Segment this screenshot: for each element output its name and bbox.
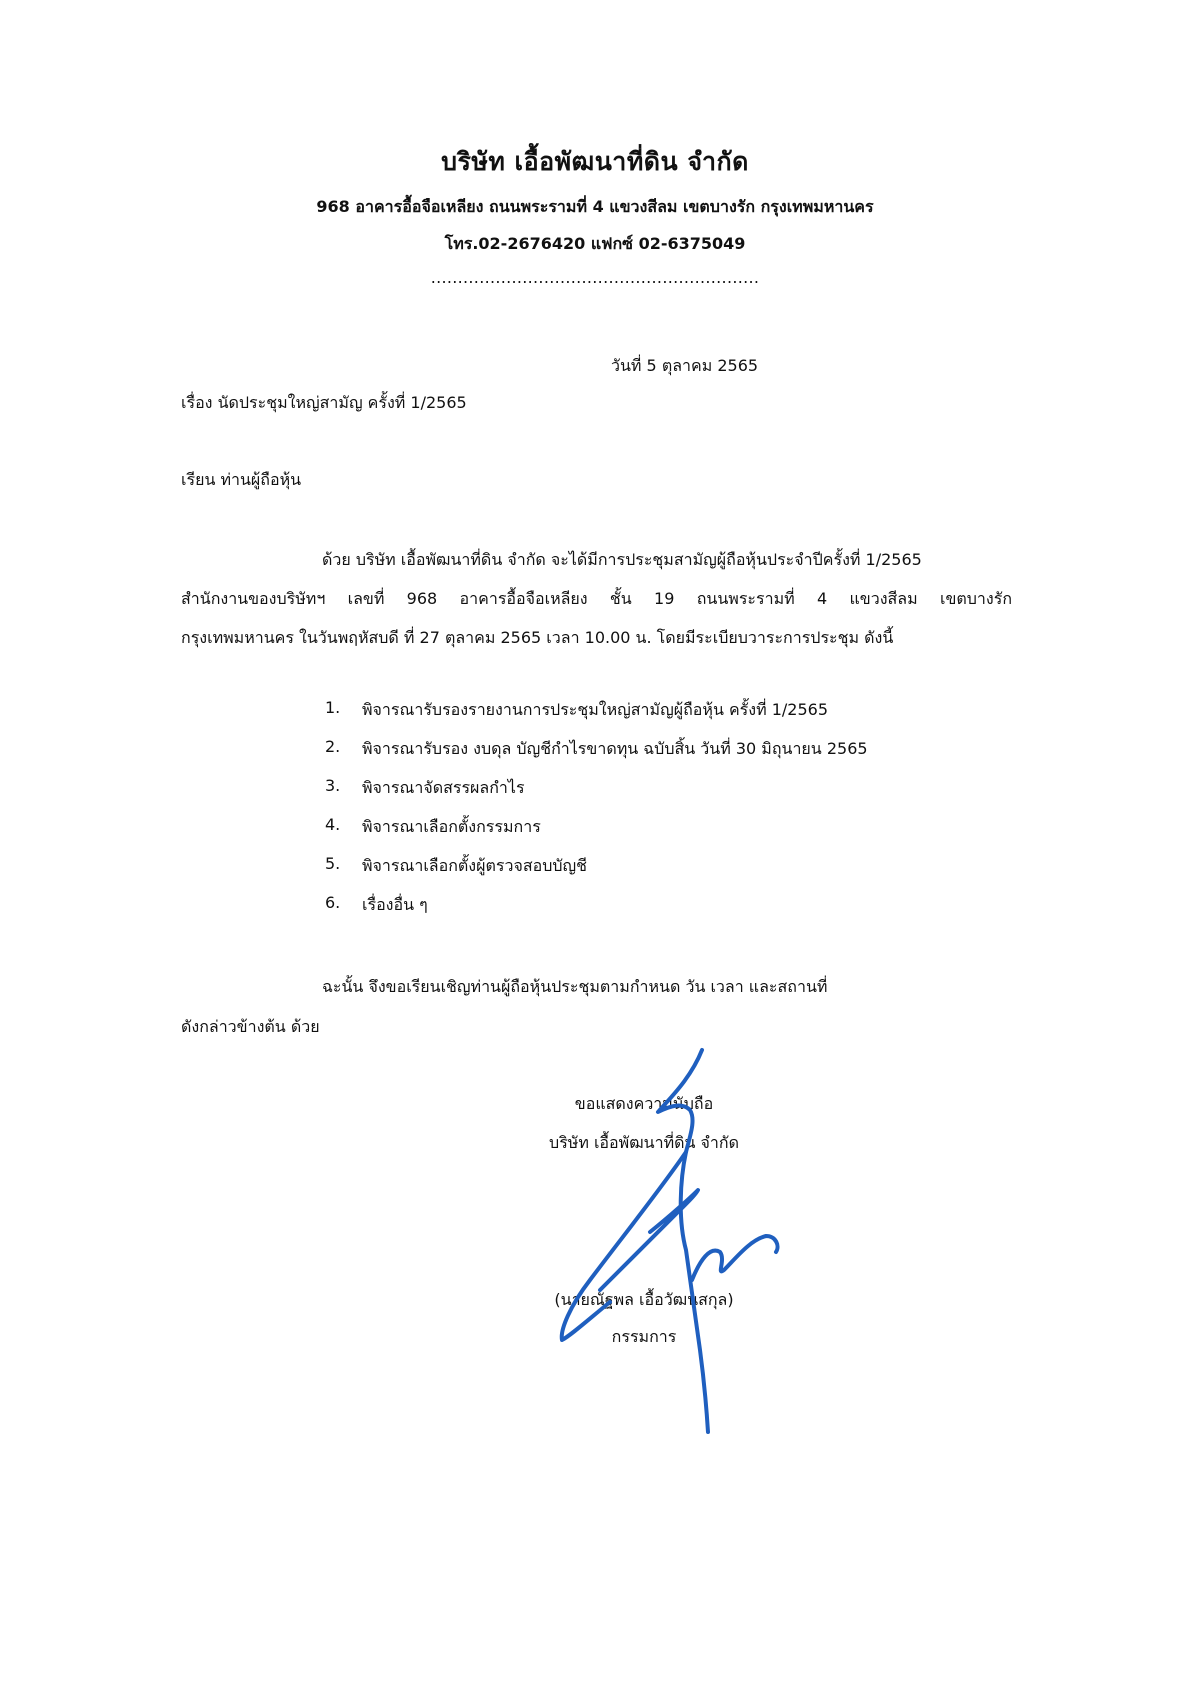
company-name: บริษัท เอื้อพัฒนาที่ดิน จำกัด [441, 147, 749, 176]
company-phone: โทร.02-2676420 แฟกซ์ 02-6375049 [444, 234, 746, 253]
signature-company: บริษัท เอื้อพัฒนาที่ดิน จำกัด [549, 1133, 739, 1152]
agenda-item [325, 815, 868, 854]
agenda-item-text: พิจารณาเลือกตั้งผู้ตรวจสอบบัญชี [362, 856, 587, 875]
agenda-item [325, 776, 868, 815]
company-address: 968 อาคารอื้อจือเหลียง ถนนพระรามที่ 4 แขวงสีลม เขตบางรัก กรุงเทพมหานคร [316, 197, 874, 216]
letter-date: วันที่ 5 ตุลาคม 2565 [611, 356, 759, 375]
agenda-item [325, 737, 868, 776]
agenda-item-text: พิจารณาเลือกตั้งกรรมการ [362, 817, 541, 836]
agenda-item-number: 4. [325, 815, 341, 834]
paragraph-line-2: สำนักงานของบริษัทฯ เลขที่ 968 อาคารอื้อจือเหลียง ชั้น 19 ถนนพระรามที่ 4 แขวงสีลม เขตบางรัก [181, 589, 1012, 608]
agenda-item-text: เรื่องอื่น ๆ [362, 895, 428, 914]
closing-line-2: ดังกล่าวข้างต้น ด้วย [181, 1017, 320, 1036]
letter-subject: เรื่อง นัดประชุมใหญ่สามัญ ครั้งที่ 1/2565 [181, 393, 467, 412]
regards-text: ขอแสดงความนับถือ [574, 1094, 714, 1113]
agenda-item [325, 698, 868, 737]
paragraph-line-1: ด้วย บริษัท เอื้อพัฒนาที่ดิน จำกัด จะได้มีการประชุมสามัญผู้ถือหุ้นประจำปีครั้งที่ 1/2565 [322, 550, 922, 569]
handwritten-signature [540, 1040, 820, 1440]
signer-title: กรรมการ [611, 1327, 677, 1346]
letterhead-separator: ............................................................. [430, 268, 760, 287]
agenda-item-number: 3. [325, 776, 341, 795]
agenda-item-text: พิจารณารับรองรายงานการประชุมใหญ่สามัญผู้ถือหุ้น ครั้งที่ 1/2565 [362, 700, 828, 719]
agenda-item-number: 1. [325, 698, 341, 717]
agenda-item-text: พิจารณารับรอง งบดุล บัญชีกำไรขาดทุน ฉบับสิ้น วันที่ 30 มิถุนายน 2565 [362, 739, 868, 758]
agenda-item [325, 893, 868, 932]
agenda-item-number: 2. [325, 737, 341, 756]
closing-line-1: ฉะนั้น จึงขอเรียนเชิญท่านผู้ถือหุ้นประชุมตามกำหนด วัน เวลา และสถานที่ [322, 977, 828, 996]
agenda-item-number: 6. [325, 893, 341, 912]
agenda-item-number: 5. [325, 854, 341, 873]
agenda-item [325, 854, 868, 893]
letter-salutation: เรียน ท่านผู้ถือหุ้น [181, 470, 302, 489]
agenda-item-text: พิจารณาจัดสรรผลกำไร [362, 778, 525, 797]
agenda-list [325, 698, 868, 932]
signer-name: (นายณัฐพล เอื้อวัฒนสกุล) [554, 1290, 734, 1309]
paragraph-line-3: กรุงเทพมหานคร ในวันพฤหัสบดี ที่ 27 ตุลาคม 2565 เวลา 10.00 น. โดยมีระเบียบวาระการประชุม ดังนี้ [181, 628, 894, 647]
